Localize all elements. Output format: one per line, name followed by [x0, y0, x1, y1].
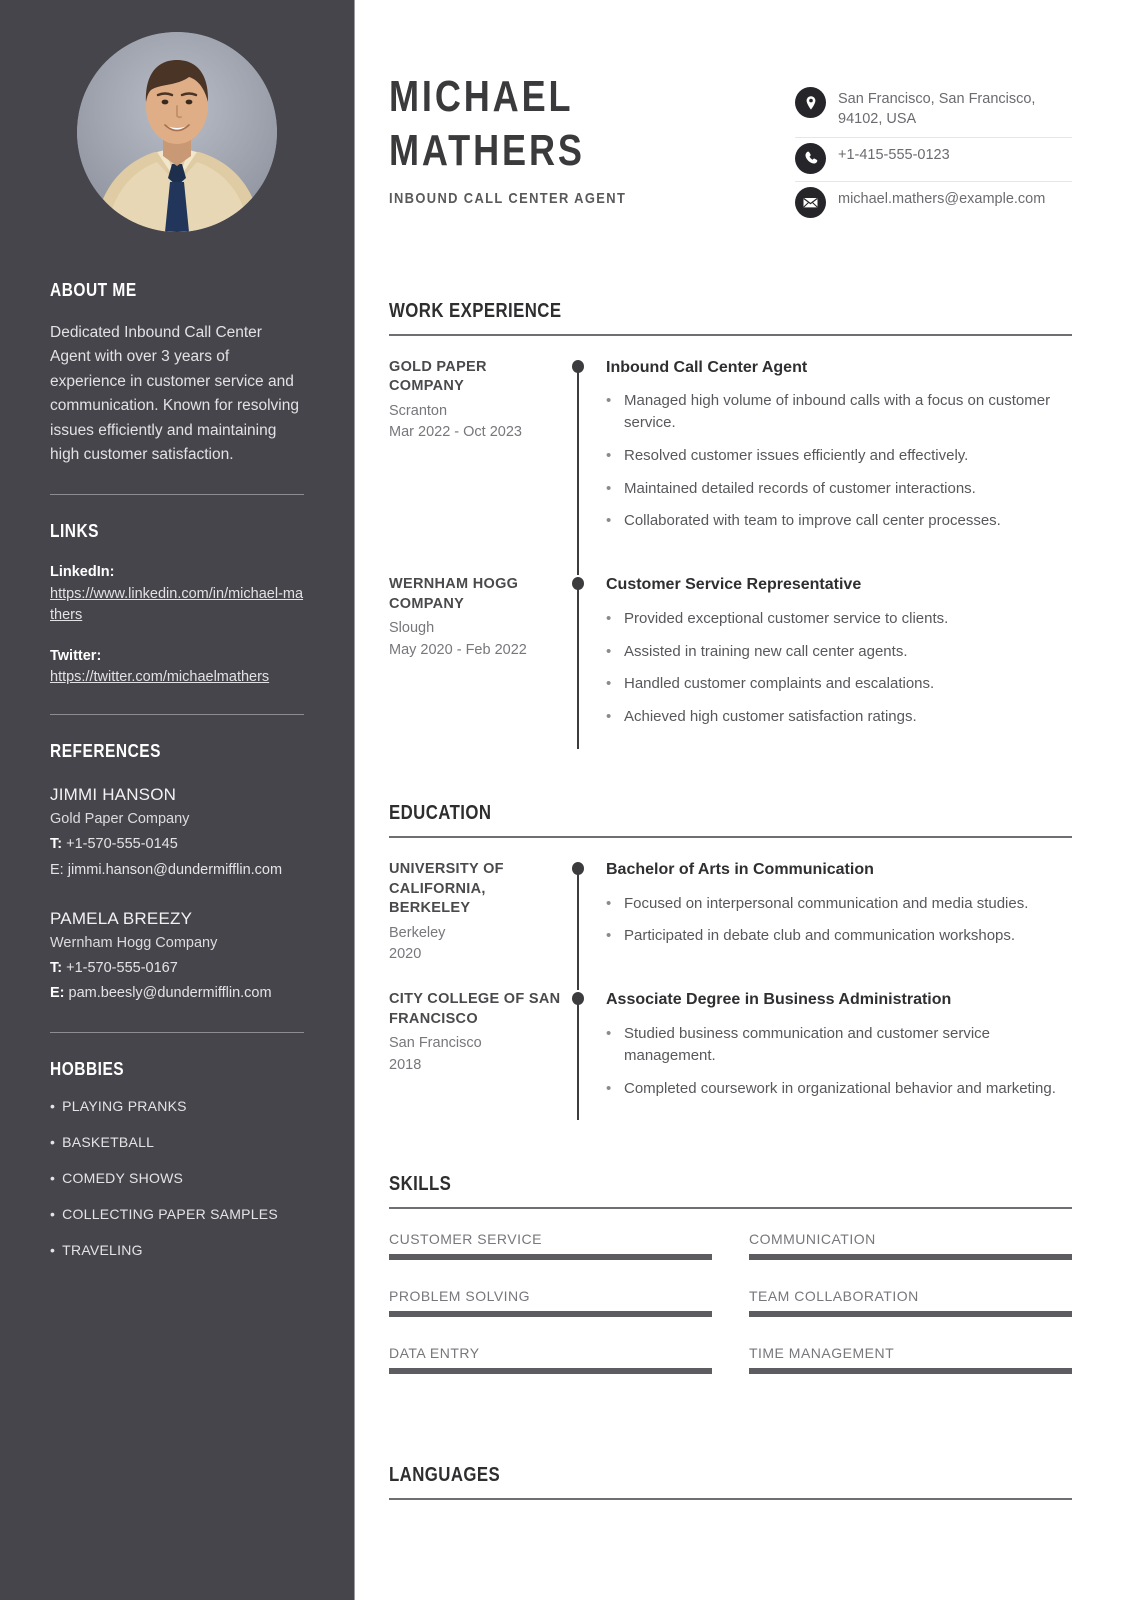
skill-fill — [749, 1311, 1072, 1317]
work-location: Slough — [389, 620, 435, 637]
reference-email-label: E: — [50, 985, 65, 1002]
bullet-icon: • — [606, 642, 612, 660]
languages-section — [389, 1464, 1072, 1500]
reference-email-row — [50, 859, 304, 882]
contact-row-address — [795, 82, 1072, 138]
bullet-icon: • — [606, 392, 612, 410]
bullet-text: Collaborated with team to improve call center processes. — [624, 512, 1001, 530]
work-entry-meta — [389, 358, 574, 554]
work-entry-body — [574, 575, 1072, 749]
timeline-line — [577, 364, 579, 576]
education-location: San Francisco — [389, 1035, 482, 1052]
languages-heading: LANGUAGES — [389, 1464, 501, 1487]
timeline-dot-icon — [572, 577, 584, 590]
education-bullets — [606, 893, 1072, 948]
contact-list — [779, 70, 1072, 225]
link-item-twitter — [50, 646, 304, 689]
skill-label: TIME MANAGEMENT — [748, 1345, 895, 1362]
education-entry-meta — [389, 990, 574, 1120]
bullet-icon: • — [50, 1241, 56, 1258]
location-pin-icon — [795, 87, 826, 118]
hobbies-heading: HOBBIES — [50, 1058, 125, 1079]
work-entry — [389, 553, 1072, 749]
list-item — [606, 641, 1072, 663]
skill-track — [749, 1311, 1072, 1317]
bullet-icon: • — [606, 675, 612, 693]
linkedin-url[interactable]: https://www.linkedin.com/in/michael-mathers — [50, 585, 304, 623]
education-entry-meta — [389, 860, 574, 968]
reference-phone: +1-570-555-0167 — [66, 959, 178, 976]
contact-row-phone — [795, 138, 1072, 182]
bullet-icon: • — [606, 446, 612, 464]
sidebar-divider-2 — [50, 714, 304, 715]
link-item-linkedin — [50, 562, 304, 626]
skill-track — [749, 1368, 1072, 1374]
bullet-icon: • — [606, 708, 612, 726]
skill-label: COMMUNICATION — [748, 1231, 876, 1248]
skill-item — [749, 1345, 1072, 1374]
skills-section — [389, 1173, 1072, 1402]
skills-grid — [389, 1231, 1072, 1402]
bullet-text: Assisted in training new call center agents. — [624, 642, 908, 660]
linkedin-label: LinkedIn: — [50, 563, 115, 580]
bullet-icon: • — [50, 1133, 56, 1150]
sidebar — [0, 0, 355, 1600]
hobby-label: BASKETBALL — [62, 1133, 155, 1150]
bullet-text: Managed high volume of inbound calls with a focus on customer service. — [624, 392, 1051, 432]
work-company: GOLD PAPER COMPANY — [389, 358, 487, 395]
sidebar-divider-3 — [50, 1032, 304, 1033]
bullet-text: Achieved high customer satisfaction ratings. — [624, 708, 917, 726]
list-item — [606, 478, 1072, 500]
hobby-label: COMEDY SHOWS — [62, 1169, 184, 1186]
reference-phone-label: T: — [50, 836, 63, 853]
reference-phone-label: T: — [50, 959, 63, 976]
hobby-label: COLLECTING PAPER SAMPLES — [62, 1205, 278, 1222]
list-item — [606, 1078, 1072, 1100]
reference-item — [50, 782, 304, 882]
list-item — [606, 925, 1072, 947]
work-role: Inbound Call Center Agent — [606, 358, 808, 376]
reference-name: PAMELA BREEZY — [50, 909, 193, 929]
bullet-text: Resolved customer issues efficiently and effectively. — [624, 446, 969, 464]
work-role: Customer Service Representative — [606, 576, 862, 594]
name-block — [389, 70, 779, 225]
education-bullets — [606, 1023, 1072, 1099]
education-entry — [389, 838, 1072, 968]
bullet-text: Participated in debate club and communication workshops. — [624, 927, 1016, 945]
skill-fill — [389, 1368, 712, 1374]
reference-company: Wernham Hogg Company — [50, 934, 218, 951]
list-item — [606, 673, 1072, 695]
skill-fill — [749, 1368, 1072, 1374]
about-me-text: Dedicated Inbound Call Center Agent with over 3 years of experience in customer service and communication. Known for resolving issues efficiently and maintaining high customer satisfaction. — [50, 324, 299, 464]
timeline-line — [577, 996, 579, 1120]
skill-fill — [749, 1254, 1072, 1260]
timeline-line — [577, 581, 579, 749]
list-item — [606, 390, 1072, 434]
bullet-icon: • — [50, 1169, 56, 1186]
bullet-icon: • — [50, 1097, 56, 1114]
bullet-icon: • — [606, 609, 612, 627]
bullet-icon: • — [50, 1205, 56, 1222]
education-school: UNIVERSITY OF CALIFORNIA, BERKELEY — [389, 860, 504, 917]
last-name: MATHERS — [389, 125, 585, 175]
work-entry-meta — [389, 575, 574, 749]
skill-label: TEAM COLLABORATION — [748, 1288, 919, 1305]
bullet-icon: • — [606, 512, 612, 530]
education-degree: Associate Degree in Business Administration — [606, 991, 952, 1009]
work-entry-body — [574, 358, 1072, 554]
reference-email-row — [50, 982, 304, 1005]
education-entry-body — [574, 990, 1072, 1120]
bullet-text: Completed coursework in organizational behavior and marketing. — [624, 1079, 1056, 1097]
hobby-label: TRAVELING — [62, 1241, 143, 1258]
list-item — [606, 706, 1072, 728]
education-dates: 2018 — [389, 1057, 422, 1074]
reference-name: JIMMI HANSON — [50, 785, 177, 805]
sidebar-divider-1 — [50, 494, 304, 495]
bullet-text: Studied business communication and customer service management. — [624, 1025, 991, 1064]
list-item — [50, 1134, 304, 1150]
reference-email: jimmi.hanson@dundermifflin.com — [67, 861, 283, 878]
education-location: Berkeley — [389, 924, 446, 941]
list-item — [50, 1170, 304, 1186]
photo-container — [0, 0, 354, 232]
address-text: San Francisco, San Francisco, 94102, USA — [838, 91, 1036, 128]
skill-item — [389, 1231, 712, 1260]
bullet-icon: • — [606, 1079, 612, 1097]
bullet-icon: • — [606, 1025, 612, 1043]
timeline-dot-icon — [572, 360, 584, 373]
section-rule — [389, 1498, 1072, 1500]
references-heading: REFERENCES — [50, 741, 161, 762]
main-content — [355, 0, 1130, 1600]
work-entry — [389, 336, 1072, 554]
skill-label: PROBLEM SOLVING — [389, 1288, 531, 1305]
skill-track — [389, 1254, 712, 1260]
reference-phone: +1-570-555-0145 — [66, 836, 178, 853]
portrait-photo-icon — [77, 32, 277, 232]
list-item — [606, 608, 1072, 630]
list-item — [606, 445, 1072, 467]
bullet-text: Provided exceptional customer service to clients. — [624, 609, 949, 627]
phone-icon — [795, 143, 826, 174]
skill-label: CUSTOMER SERVICE — [389, 1231, 542, 1248]
email-text: michael.mathers@example.com — [838, 190, 1046, 207]
avatar — [77, 32, 277, 232]
bullet-icon: • — [606, 479, 612, 497]
skill-track — [389, 1368, 712, 1374]
bullet-icon: • — [606, 927, 612, 945]
list-item — [50, 1098, 304, 1114]
hobbies-list — [50, 1098, 304, 1258]
first-name: MICHAEL — [389, 72, 574, 121]
work-dates: May 2020 - Feb 2022 — [389, 642, 527, 659]
timeline-dot-icon — [572, 862, 584, 875]
skill-label: DATA ENTRY — [389, 1345, 480, 1362]
work-dates: Mar 2022 - Oct 2023 — [389, 424, 522, 441]
section-rule — [389, 1207, 1072, 1209]
bullet-text: Focused on interpersonal communication and media studies. — [624, 894, 1029, 912]
education-entry-body — [574, 860, 1072, 968]
work-bullets — [606, 390, 1072, 532]
work-company: WERNHAM HOGG COMPANY — [389, 576, 519, 612]
reference-phone-row — [50, 833, 304, 856]
skills-heading: SKILLS — [389, 1173, 452, 1196]
work-bullets — [606, 608, 1072, 728]
education-school: CITY COLLEGE OF SAN FRANCISCO — [389, 991, 561, 1027]
list-item — [50, 1206, 304, 1222]
education-section — [389, 802, 1072, 1120]
work-experience-heading: WORK EXPERIENCE — [389, 299, 562, 322]
education-entry — [389, 968, 1072, 1120]
skill-fill — [389, 1311, 712, 1317]
skill-fill — [389, 1254, 712, 1260]
skill-item — [749, 1288, 1072, 1317]
list-item — [606, 893, 1072, 915]
education-heading: EDUCATION — [389, 801, 492, 824]
contact-row-email — [795, 182, 1072, 225]
twitter-url[interactable]: https://twitter.com/michaelmathers — [50, 669, 270, 686]
envelope-icon — [795, 187, 826, 218]
reference-item — [50, 906, 304, 1006]
skill-track — [749, 1254, 1072, 1260]
education-dates: 2020 — [389, 946, 422, 963]
skill-item — [389, 1288, 712, 1317]
about-me-heading: ABOUT ME — [50, 280, 137, 300]
reference-company: Gold Paper Company — [50, 810, 190, 827]
bullet-icon: • — [606, 894, 612, 912]
skill-track — [389, 1311, 712, 1317]
job-title: INBOUND CALL CENTER AGENT — [389, 190, 627, 208]
list-item — [606, 1023, 1072, 1067]
hobby-label: PLAYING PRANKS — [62, 1097, 187, 1114]
reference-phone-row — [50, 957, 304, 980]
work-location: Scranton — [389, 402, 448, 419]
timeline-dot-icon — [572, 992, 584, 1005]
links-heading: LINKS — [50, 520, 100, 541]
reference-email: pam.beesly@dundermifflin.com — [68, 985, 272, 1002]
bullet-text: Maintained detailed records of customer interactions. — [624, 479, 976, 497]
list-item — [606, 510, 1072, 532]
work-experience-section — [389, 300, 1072, 749]
phone-text: +1-415-555-0123 — [838, 146, 950, 163]
skill-item — [749, 1231, 1072, 1260]
education-degree: Bachelor of Arts in Communication — [606, 860, 874, 878]
skill-item — [389, 1345, 712, 1374]
list-item — [50, 1242, 304, 1258]
twitter-label: Twitter: — [50, 647, 102, 664]
resume-header — [389, 0, 1072, 225]
bullet-text: Handled customer complaints and escalations. — [624, 675, 935, 693]
reference-email-label: E: — [50, 861, 64, 878]
